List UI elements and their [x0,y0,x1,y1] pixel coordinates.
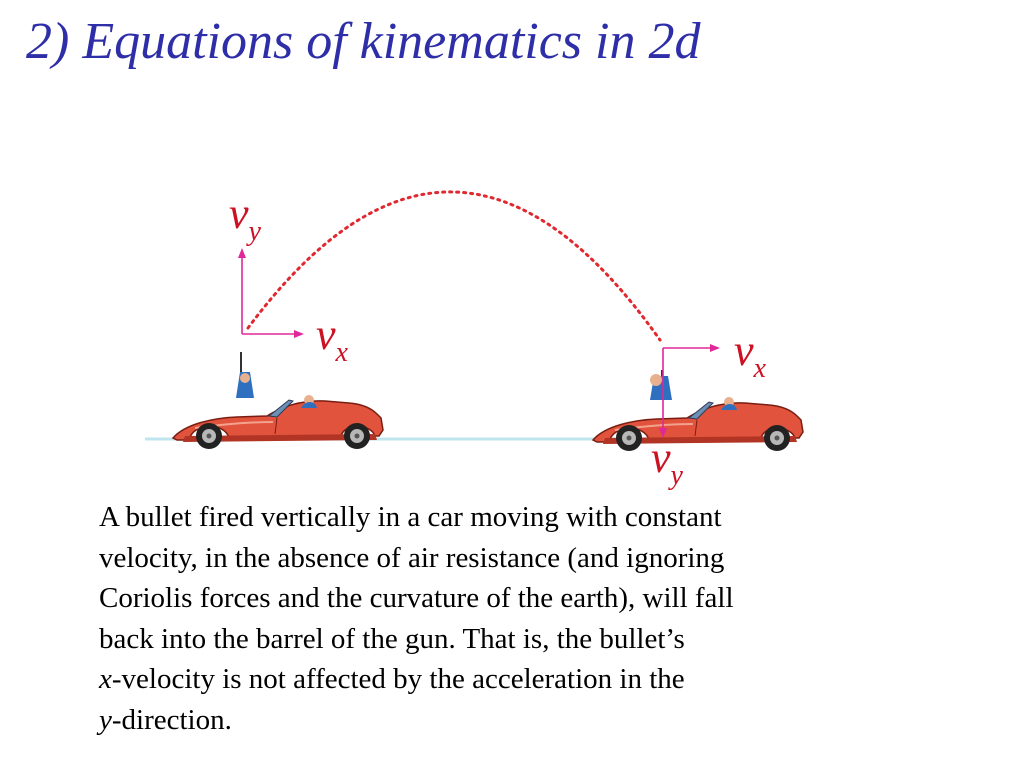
text-line-4: back into the barrel of the gun. That is, the bullet’s [99,622,685,655]
velocity-vectors-left [238,248,304,338]
vx-label-left: vx [316,310,348,368]
explanation-text [99,497,879,740]
text-line-5 [99,659,879,700]
vy-arrowhead-left [238,248,246,258]
text-line-6 [99,700,879,741]
text-line-3: Coriolis forces and the curvature of the earth), will fall [99,582,734,614]
vy-label-left: vy [229,189,261,247]
text-line-5-rest: -velocity is not affected by the acceleration in the [111,663,685,695]
car-left [173,395,383,449]
vx-label-right: vx [734,326,766,384]
gun-left [236,352,254,398]
text-line-1: A bullet fired vertically in a car moving with constant [99,501,722,533]
vy-label-right: vy [651,433,683,491]
text-line-2: velocity, in the absence of air resistance (and ignoring [99,541,725,574]
bullet-trajectory [248,192,660,340]
slide-title: 2) Equations of kinematics in 2d [26,13,701,70]
y-variable: y [99,703,112,736]
x-variable: x [99,663,112,695]
gun-right [650,370,672,400]
vx-arrowhead-right [710,344,720,352]
text-line-6-rest: -direction. [111,703,232,736]
car-right [593,397,803,451]
vx-arrowhead-left [294,330,304,338]
